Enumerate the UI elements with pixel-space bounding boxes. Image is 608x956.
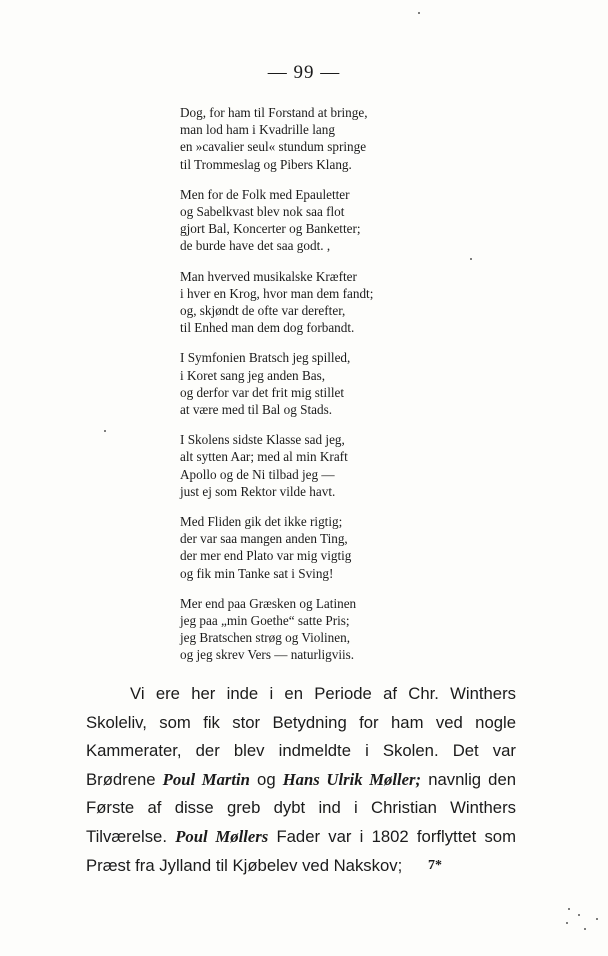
poem-line: der mer end Plato var mig vigtig xyxy=(180,548,352,564)
poem-line: I Symfonien Bratsch jeg spilled, xyxy=(180,350,351,366)
signature-mark: 7* xyxy=(428,858,442,873)
poem-line: der var saa mangen anden Ting, xyxy=(180,531,348,547)
poem-line: de burde have det saa godt. , xyxy=(180,238,331,254)
prose-segment: Fader var i 1802 forflyttet som Præst fra Jylland til Kjøbelev ved Nakskov; xyxy=(86,826,516,875)
paragraph-text xyxy=(86,680,516,880)
prose-segment: og xyxy=(249,769,283,789)
poem xyxy=(180,104,440,677)
print-speck xyxy=(584,928,586,930)
prose-paragraph xyxy=(86,680,516,880)
poem-line: at være med til Bal og Stads. xyxy=(180,402,333,418)
poem-line: i Koret sang jeg anden Bas, xyxy=(180,367,326,383)
poem-line: gjort Bal, Koncerter og Banketter; xyxy=(180,221,361,237)
person-name: Poul Møllers xyxy=(175,826,269,846)
prose-segment: Vi ere her inde i en Periode af Chr. Winthers Skoleliv, som fik stor Betydning for ham ved nogle Kammerater, der blev indmeldte i Skolen. Det var Brødrene xyxy=(86,684,516,789)
person-name: Hans Ulrik Møller; xyxy=(282,769,422,789)
poem-line: og fik min Tanke sat i Sving! xyxy=(180,565,334,581)
print-speck xyxy=(596,918,598,920)
poem-line: I Skolens sidste Klasse sad jeg, xyxy=(180,432,345,448)
poem-line: man lod ham i Kvadrille lang xyxy=(180,122,335,138)
poem-line: Men for de Folk med Epauletter xyxy=(180,186,350,202)
stanza xyxy=(180,104,440,173)
poem-line: og derfor var det frit mig stillet xyxy=(180,384,345,400)
poem-line: Mer end paa Græsken og Latinen xyxy=(180,595,357,611)
print-speck xyxy=(566,922,568,924)
poem-line: Med Fliden gik det ikke rigtig; xyxy=(180,514,343,530)
print-speck xyxy=(104,430,106,432)
poem-line: til Trommeslag og Pibers Klang. xyxy=(180,156,352,172)
print-speck xyxy=(578,914,580,916)
poem-line: Dog, for ham til Forstand at bringe, xyxy=(180,105,368,120)
poem-line: jeg Bratschen strøg og Violinen, xyxy=(180,630,351,646)
poem-line: og, skjøndt de ofte var derefter, xyxy=(180,303,346,319)
stanza xyxy=(180,513,440,582)
page-number: — 99 — xyxy=(267,62,341,83)
stanza xyxy=(180,268,440,337)
stanza xyxy=(180,186,440,255)
poem-line: just ej som Rektor vilde havt. xyxy=(180,483,336,499)
prose-segment: navnlig den Første af disse greb dybt ind i Christian Winthers Tilværelse. xyxy=(86,769,517,846)
poem-line: jeg paa „min Goethe“ satte Pris; xyxy=(180,613,350,629)
poem-line: Apollo og de Ni tilbad jeg — xyxy=(180,466,335,482)
poem-line: og Sabelkvast blev nok saa flot xyxy=(180,204,345,220)
person-name: Poul Martin xyxy=(162,769,250,789)
stanza xyxy=(180,595,440,664)
poem-line: en »cavalier seul« stundum springe xyxy=(180,139,367,155)
print-speck xyxy=(568,908,570,910)
stanza xyxy=(180,349,440,418)
poem-line: alt sytten Aar; med al min Kraft xyxy=(180,449,348,465)
poem-line: og jeg skrev Vers — naturligviis. xyxy=(180,647,355,663)
print-speck xyxy=(418,12,420,14)
poem-line: i hver en Krog, hvor man dem fandt; xyxy=(180,285,374,301)
stanza xyxy=(180,431,440,500)
poem-line: til Enhed man dem dog forbandt. xyxy=(180,320,355,336)
print-speck xyxy=(470,258,472,260)
poem-line: Man hverved musikalske Kræfter xyxy=(180,268,357,284)
